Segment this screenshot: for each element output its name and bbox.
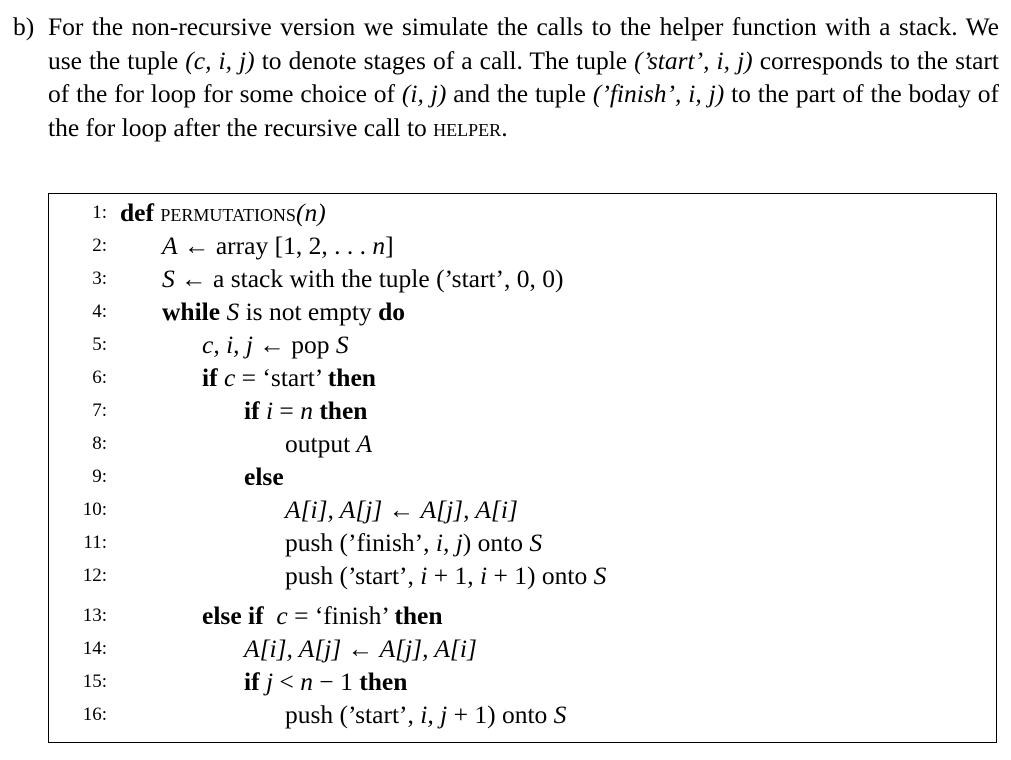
- line-number: 10:: [82, 499, 107, 520]
- keyword: then: [327, 363, 376, 392]
- code-part: n: [300, 396, 313, 425]
- code-part: (n): [295, 198, 326, 227]
- code-text: [285, 559, 606, 593]
- code-part: n: [372, 231, 386, 260]
- code-text: [120, 196, 326, 230]
- line-number: 11:: [83, 532, 107, 553]
- paragraph-text: .: [501, 112, 508, 142]
- keyword: do: [378, 297, 405, 326]
- code-part: i: [265, 396, 274, 425]
- code-part: A: [356, 429, 373, 458]
- line-number: 1:: [92, 202, 107, 223]
- code-part: is not empty: [239, 297, 379, 326]
- keyword: else: [244, 462, 284, 491]
- code-part: ← pop: [253, 330, 336, 359]
- code-part: S: [162, 264, 175, 293]
- code-part: S: [593, 561, 607, 590]
- code-part: j: [265, 667, 274, 696]
- code-text: [285, 698, 566, 732]
- code-part: + 1) onto: [487, 561, 594, 590]
- code-part: S: [529, 528, 543, 557]
- code-part: S: [226, 297, 240, 326]
- line-number: 16:: [82, 704, 107, 725]
- code-part: A[i], A[j]: [285, 495, 383, 524]
- code-part: + 1,: [427, 561, 481, 590]
- paragraph-text: corresponds to the start of the for loop for some choice of: [48, 45, 999, 108]
- code-text: [244, 665, 407, 699]
- code-text: [162, 295, 405, 329]
- code-part: push (’finish’,: [285, 528, 436, 557]
- line-number: 5:: [92, 334, 107, 355]
- code-part: = ‘finish’: [287, 601, 395, 630]
- code-part: − 1: [312, 667, 360, 696]
- keyword: then: [359, 667, 408, 696]
- line-number: 12:: [82, 565, 107, 586]
- code-text: [244, 460, 284, 494]
- code-text: [202, 328, 349, 362]
- code-part: push (’start’,: [285, 700, 421, 729]
- function-name: permutations: [160, 198, 296, 227]
- line-number: 13:: [82, 605, 107, 626]
- code-part: =: [273, 396, 301, 425]
- code-part: i, j: [420, 700, 448, 729]
- keyword: then: [319, 396, 368, 425]
- paragraph-text: and the tuple: [446, 79, 593, 108]
- code-part: S: [335, 330, 349, 359]
- paragraph-text: to denote stages of a call. The tuple: [254, 45, 635, 75]
- code-part: ]: [385, 231, 394, 260]
- code-part: A[j], A[i]: [420, 495, 518, 524]
- keyword: else if: [202, 601, 264, 630]
- math-tuple: (’finish’, i, j): [592, 79, 725, 108]
- function-name: helper: [433, 112, 502, 142]
- line-number: 15:: [82, 671, 107, 692]
- code-text: [202, 599, 443, 633]
- code-part: A[j], A[i]: [379, 634, 477, 663]
- code-text: [285, 493, 518, 527]
- keyword: if: [244, 667, 260, 696]
- code-part: + 1) onto: [447, 700, 554, 729]
- code-text: [244, 632, 477, 666]
- math-tuple: (’start’, i, j): [634, 45, 753, 75]
- code-text: [285, 427, 372, 461]
- code-part: <: [273, 667, 301, 696]
- line-number: 8:: [92, 433, 107, 454]
- code-part: ← array [1, 2, . . .: [177, 231, 373, 260]
- part-label: b): [13, 12, 35, 41]
- code-part: n: [300, 667, 313, 696]
- code-part: = ‘start’: [235, 363, 328, 392]
- problem-paragraph: [13, 10, 999, 144]
- code-text: [244, 394, 368, 428]
- code-part: A: [162, 231, 178, 260]
- code-part: [264, 601, 277, 630]
- math-tuple: (c, i, j): [185, 45, 255, 75]
- keyword: if: [202, 363, 218, 392]
- line-number: 6:: [92, 367, 107, 388]
- code-part: i: [480, 561, 488, 590]
- paragraph-text: For the non-recursive version we simulate the calls to the helper function with a stack. We use the tuple: [48, 12, 999, 75]
- code-text: [202, 361, 376, 395]
- code-part: ←: [382, 495, 421, 524]
- line-number: 14:: [82, 638, 107, 659]
- code-part: i: [420, 561, 428, 590]
- code-text: [285, 526, 542, 560]
- algorithm-box: [48, 193, 997, 743]
- code-part: c: [223, 363, 236, 392]
- code-part: c, i, j: [202, 330, 253, 359]
- code-part: A[i], A[j]: [244, 634, 342, 663]
- code-text: [162, 229, 394, 263]
- code-part: output: [285, 429, 357, 458]
- code-part: ) onto: [462, 528, 530, 557]
- paragraph-text: to the part of the boday of the for loop after the recursive call to: [48, 79, 999, 142]
- code-part: ← a stack with the tuple (’start’, 0, 0): [174, 264, 564, 293]
- code-part: S: [553, 700, 567, 729]
- line-number: 2:: [92, 235, 107, 256]
- code-part: c: [276, 601, 288, 630]
- line-number: 4:: [92, 301, 107, 322]
- code-part: ←: [341, 634, 380, 663]
- code-part: i, j: [435, 528, 463, 557]
- paragraph-body: [48, 10, 999, 144]
- line-number: 3:: [92, 268, 107, 289]
- code-part: push (’start’,: [285, 561, 421, 590]
- keyword: def: [120, 198, 154, 227]
- keyword: then: [394, 601, 443, 630]
- math-tuple: (i, j): [401, 79, 447, 108]
- keyword: if: [244, 396, 260, 425]
- keyword: while: [162, 297, 221, 326]
- code-text: [162, 262, 564, 296]
- line-number: 9:: [92, 466, 107, 487]
- line-number: 7:: [92, 400, 107, 421]
